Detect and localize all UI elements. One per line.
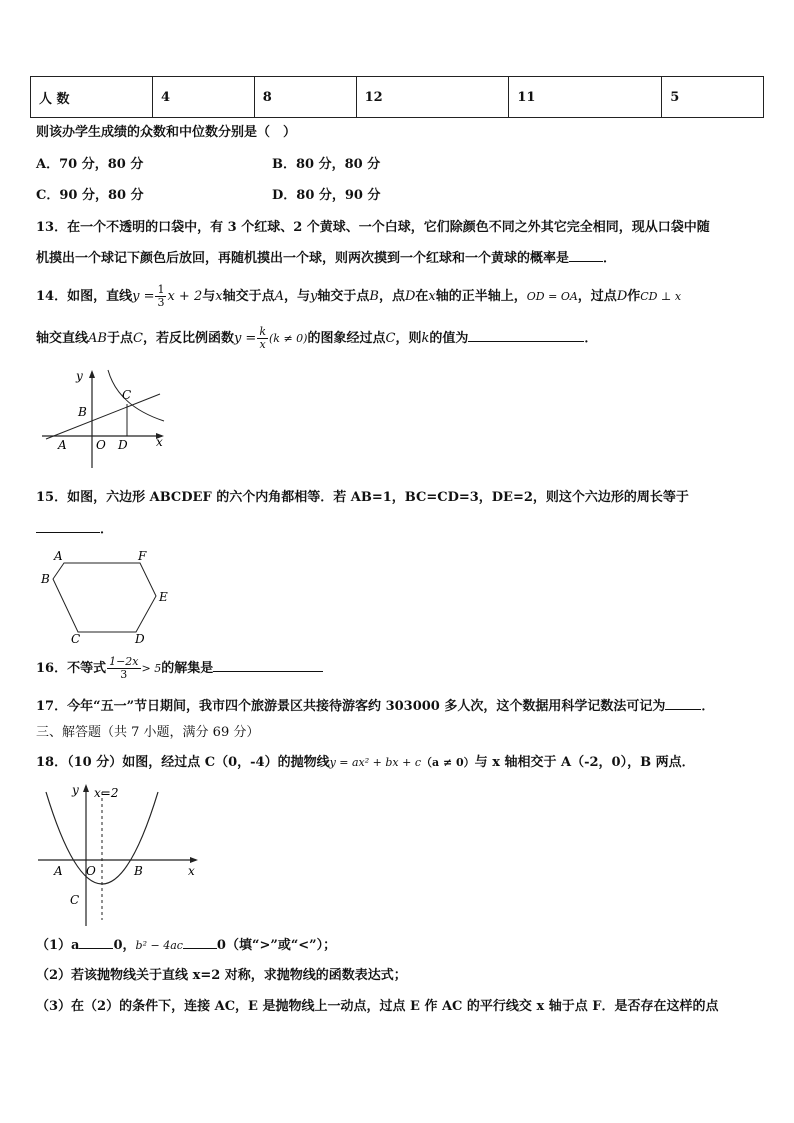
q15-text: 15．如图，六边形 ABCDEF 的六个内角都相等．若 AB=1，BC=CD=3，DE=2，则这个六边形的周长等于 — [36, 490, 689, 505]
label-a: A — [54, 549, 63, 563]
label-d: D — [118, 438, 128, 452]
answer-blank — [468, 329, 584, 342]
var: x — [428, 289, 436, 304]
q14-text: ，与 — [284, 289, 311, 304]
q18-cond: （a ≠ 0） — [421, 756, 475, 769]
table-cell: 4 — [153, 77, 255, 118]
arrow-icon — [190, 857, 198, 863]
q14-text: ，过点 — [577, 289, 617, 304]
q14-text: 于点 — [106, 331, 133, 346]
var: C — [132, 331, 143, 346]
label-c: C — [122, 388, 132, 402]
var: A — [274, 289, 284, 304]
var: D — [616, 289, 628, 304]
q14-line2: 轴交直线AB于点C，若反比例函数y = $\frac{k}{x}$ (k ≠ 0)的图象经过点C，则k的值为 ． — [36, 325, 598, 351]
q18-text: 18．（10 分）如图，经过点 C（0，-4）的抛物线 — [36, 755, 330, 770]
label-o: O — [86, 864, 96, 878]
line-ab — [46, 394, 160, 439]
q14-figure — [38, 366, 170, 470]
q14-text: ，则 — [395, 331, 422, 346]
frac-num: 1−2x — [109, 655, 139, 668]
var: y — [310, 289, 318, 304]
label-b: B — [78, 405, 87, 419]
q14-text: 的值为 — [429, 331, 469, 346]
section-heading: 三、解答题（共 7 小题，满分 69 分） — [36, 725, 260, 740]
q14-text: 轴的正半轴上， — [435, 289, 527, 304]
q18-text: （1）a — [36, 938, 80, 953]
var: k — [421, 331, 430, 346]
q14-text: 在 — [415, 289, 429, 304]
score-table — [30, 76, 764, 118]
q14-text: ，若反比例函数 — [142, 331, 234, 346]
q18-eq: b² − 4ac — [135, 939, 183, 952]
answer-blank — [79, 936, 113, 949]
label-y: y — [76, 369, 83, 383]
table-cell: 8 — [254, 77, 356, 118]
fraction — [257, 326, 268, 351]
q14-text: 与 — [202, 289, 216, 304]
label-x: x — [156, 435, 163, 449]
var: D — [404, 289, 416, 304]
label-b: B — [41, 572, 50, 586]
label-c: C — [70, 893, 80, 907]
arrow-icon — [89, 370, 95, 378]
answer-blank — [213, 659, 323, 672]
q13-text: 机摸出一个球记下颜色后放回，再随机摸出一个球，则两次摸到一个红球和一个黄球的概率是 — [36, 251, 570, 266]
q14-text: 的图象经过点 — [307, 331, 386, 346]
table-cell: 11 — [509, 77, 662, 118]
q15-figure — [38, 546, 174, 646]
q17-text: 17．今年“五一”节日期间，我市四个旅游景区共接待游客约 303000 多人次，这个数据用科学记数法可记为 — [36, 699, 666, 714]
var: AB — [88, 331, 107, 346]
q18-sub2: （2）若该抛物线关于直线 x=2 对称，求抛物线的函数表达式； — [36, 968, 407, 983]
q18-text: 与 x 轴相交于 A（-2，0），B 两点． — [474, 755, 695, 770]
label-f: F — [138, 549, 147, 563]
label-c: C — [71, 632, 81, 646]
q17-line: 17．今年“五一”节日期间，我市四个旅游景区共接待游客约 303000 多人次，这个数据用科学记数法可记为 ． — [36, 699, 715, 714]
q14-eq2: x + 2 — [167, 289, 203, 304]
arrow-icon — [83, 784, 89, 792]
var: C — [385, 331, 396, 346]
q18-text: 0（填“>”或“<”）； — [216, 938, 337, 953]
label-e: E — [159, 590, 168, 604]
hexagon — [53, 563, 156, 632]
q18-sub1 — [36, 936, 336, 955]
q12-stem: 则该办学生成绩的众数和中位数分别是（ ） — [36, 125, 297, 140]
q16-text: 的解集是 — [161, 661, 214, 676]
q13-line2: 机摸出一个球记下颜色后放回，再随机摸出一个球，则两次摸到一个红球和一个黄球的概率是 ． — [36, 251, 617, 266]
table-cell: 5 — [662, 77, 764, 118]
answer-blank — [665, 697, 701, 710]
frac-den: x — [259, 338, 266, 351]
q12-option-d: D．80 分，90 分 — [272, 188, 381, 203]
q14-text: 轴交于点 — [317, 289, 370, 304]
table-row — [31, 77, 764, 118]
answer-blank — [36, 520, 100, 533]
label-b: B — [134, 864, 143, 878]
label-a: A — [54, 864, 63, 878]
label-x: x — [188, 864, 195, 878]
frac-num: k — [259, 325, 266, 338]
q14-text: ，点 — [378, 289, 405, 304]
label-y: y — [72, 783, 79, 797]
q14-eq: OD = OA — [526, 290, 578, 303]
q14-eq: CD ⊥ x — [640, 290, 682, 303]
frac-den: 3 — [120, 668, 128, 681]
q15-blank-line: ． — [36, 520, 113, 539]
label-o: O — [96, 438, 106, 452]
q13-line1: 13．在一个不透明的口袋中，有 3 个红球、2 个黄球、一个白球，它们除颜色不同之外其它完全相同，现从口袋中随 — [36, 220, 710, 235]
answer-blank — [183, 936, 217, 949]
q12-option-a: A．70 分，80 分 — [36, 157, 144, 172]
fraction — [155, 284, 166, 309]
q18-eq: y = ax² + bx + c — [329, 756, 421, 769]
q14-text: 14．如图，直线 — [36, 289, 133, 304]
q14-text: 作 — [627, 289, 641, 304]
q14-line1 — [36, 284, 681, 309]
q14-eq: y = — [132, 289, 155, 304]
q16-ineq: > 5 — [141, 662, 162, 675]
var: x — [215, 289, 223, 304]
q14-cond: (k ≠ 0) — [269, 332, 308, 345]
table-cell: 12 — [356, 77, 509, 118]
var: B — [369, 289, 379, 304]
q18-text: 0， — [113, 938, 136, 953]
q12-option-c: C．90 分，80 分 — [36, 188, 144, 203]
q16-line — [36, 656, 323, 681]
q18-figure — [36, 780, 204, 928]
q18-sub3: （3）在（2）的条件下，连接 AC，E 是抛物线上一动点，过点 E 作 AC 的平行线交 x 轴于点 F．是否存在这样的点 — [36, 999, 719, 1014]
q16-text: 16．不等式 — [36, 661, 107, 676]
label-a: A — [58, 438, 67, 452]
label-d: D — [135, 632, 145, 646]
q14-eq: y = — [233, 331, 257, 346]
row-header-cell: 人 数 — [31, 77, 153, 118]
fraction — [107, 656, 140, 681]
answer-blank — [569, 249, 603, 262]
label-x2: x=2 — [94, 786, 119, 800]
q18-line — [36, 754, 695, 772]
frac-num: 1 — [157, 283, 165, 296]
frac-den: 3 — [157, 296, 165, 309]
q14-text: 轴交直线 — [36, 331, 89, 346]
q14-text: 轴交于点 — [222, 289, 275, 304]
q12-option-b: B．80 分，80 分 — [272, 157, 381, 172]
